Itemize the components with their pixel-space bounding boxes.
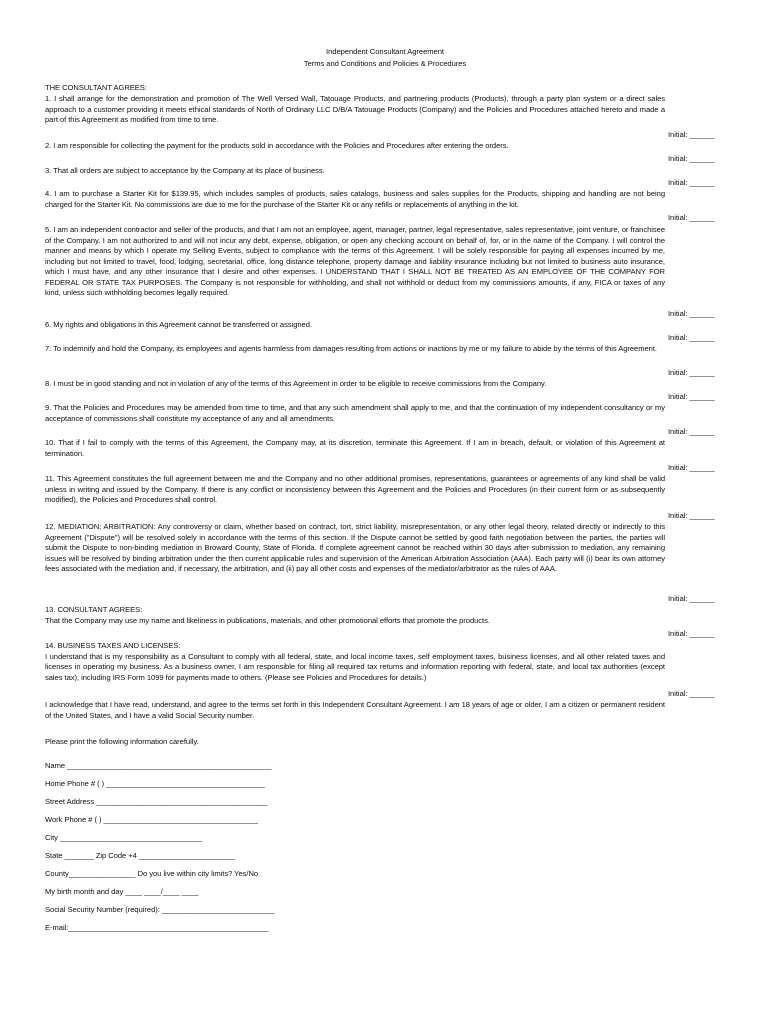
clause-7: 7. To indemnify and hold the Company, its employees and agents harmless from damages resulting from actions or inactions by me or my failure to abide by the terms of this Agreement. xyxy=(45,344,657,353)
initial-line-2[interactable]: Initial: ______ xyxy=(668,154,715,163)
initial-line-14[interactable]: Initial: ______ xyxy=(668,689,715,698)
clause-3: 3. That all orders are subject to acceptance by the Company at its place of business. xyxy=(45,166,325,175)
state-zip-field[interactable]: State _______ Zip Code +4 _______________________ xyxy=(45,851,235,860)
clause-8: 8. I must be in good standing and not in violation of any of the terms of this Agreement in order to be eligible to receive commissions from the Company. xyxy=(45,379,547,388)
section-heading: THE CONSULTANT AGREES: xyxy=(45,83,147,92)
initial-line-6[interactable]: Initial: ______ xyxy=(668,333,715,342)
initial-line-3[interactable]: Initial: ______ xyxy=(668,178,715,187)
street-address-field[interactable]: Street Address _________________________________________ xyxy=(45,797,268,806)
initial-line-9[interactable]: Initial: ______ xyxy=(668,427,715,436)
birth-date-field[interactable]: My birth month and day ____ ____/____ ____ xyxy=(45,887,199,896)
initial-line-11[interactable]: Initial: ______ xyxy=(668,511,715,520)
initial-line-8[interactable]: Initial: ______ xyxy=(668,392,715,401)
email-field[interactable]: E-mail:________________________________________________ xyxy=(45,923,269,932)
initial-line-1[interactable]: Initial: ______ xyxy=(668,130,715,139)
initial-line-4[interactable]: Initial: ______ xyxy=(668,213,715,222)
initial-line-7[interactable]: Initial: ______ xyxy=(668,368,715,377)
clause-1: 1. I shall arrange for the demonstration and promotion of The Well Versed Wall, Tatouage Products, and partnering products (Products), through a party plan system or a direct sales approach to a customer providing it meets ethical standards of North of Ordinary LLC D/B/A Tatouage Products (Company) and the Policies and Procedures attached hereto and made a part of this Agreement as modified from time to time. xyxy=(45,94,665,124)
clause-4: 4. I am to purchase a Starter Kit for $139.95, which includes samples of products, sales catalogs, business and sales supplies for the Products, shipping and handling are not being charged for the Starter Kit. No commissions are due to me for the purchase of the Starter Kit or any refills or replacements of anything in the kit. xyxy=(45,189,665,209)
initial-line-10[interactable]: Initial: ______ xyxy=(668,463,715,472)
home-phone-field[interactable]: Home Phone # ( ) ______________________________________ xyxy=(45,779,265,788)
initial-line-5[interactable]: Initial: ______ xyxy=(668,309,715,318)
clause-10: 10. That if I fail to comply with the terms of this Agreement, the Company may, at its discretion, terminate this Agreement. If I am in breach, default, or violation of this Agreement at termination. xyxy=(45,438,665,458)
initial-line-12[interactable]: Initial: ______ xyxy=(668,594,715,603)
clause-12: 12. MEDIATION; ARBITRATION: Any controversy or claim, whether based on contract, tort, strict liability, misrepresentation, or any other legal theory, related directly or indirectly to this Agreement ("Dispute") will be resolved solely in accordance with the terms of this section. If the Dispute cannot be settled by good faith negotiation between the parties, the parties will submit the Dispute to non-binding mediation in Broward County, State of Florida. If complete agreement cannot be reached within 30 days after submission to mediation, any remaining issues will be resolved by binding arbitration under the then current applicable rules and supervision of the American Arbitration Association (AAA). Each party will (i) bear its own attorney fees associated with the mediation and, if necessary, the arbitration, and (ii) pay all other costs and expenses of the mediator/arbitrator as the rules of AAA. xyxy=(45,522,665,573)
city-field[interactable]: City __________________________________ xyxy=(45,833,202,842)
clause-14: 14. BUSINESS TAXES AND LICENSES: I understand that is my responsibility as a Consultant to comply with all federal, state, and local income taxes, self employment taxes, business licenses, and all other related taxes and licenses in operating my business. As a business owner, I am responsible for filing all required tax returns and information reporting with federal, state, and local tax authorities (except sales tax), including IRS Form 1099 for payments made to others. (Please see Policies and Procedures for details.) xyxy=(45,641,665,682)
clause-11: 11. This Agreement constitutes the full agreement between me and the Company and no other additional promises, representations, guarantees or agreements of any kind shall be valid unless in writing and issued by the Company. If there is any conflict or inconsistency between this Agreement and the Policies and Procedures (in their current form or as subsequently modified), the Policies and Procedures shall control. xyxy=(45,474,665,504)
print-instruction: Please print the following information carefully. xyxy=(45,737,199,746)
clause-5: 5. I am an independent contractor and seller of the products, and that I am not an employee, agent, manager, partner, legal representative, sales representative, joint venture, or franchisee of the Company. I am not authorized to and will not incur any debt, expense, obligation, or open any checking account on behalf of, for, or in the name of the Company. I will control the manner and means by which I operate my Selling Events, subject to compliance with the terms of this Agreement. I will be solely responsible for paying all expenses incurred by me, including but not limited to travel, food, lodging, secretarial, office, long distance telephone, property damage and liability insurance including but not limited to business auto insurance, which I must have, and any other insurance that I desire and other expenses. I UNDERSTAND THAT I SHALL NOT BE TREATED AS AN EMPLOYEE OF THE COMPANY FOR FEDERAL OR STATE TAX PURPOSES. The Company is not responsible for withholding, and shall not withhold or deduct from my commissions amounts, if any, FICA or taxes of any kind, unless such withholding becomes legally required. xyxy=(45,225,665,297)
name-field[interactable]: Name _________________________________________________ xyxy=(45,761,272,770)
clause-13: 13. CONSULTANT AGREES: That the Company may use my name and likeliness in publications, materials, and other promotional efforts that promote the products. xyxy=(45,605,490,625)
ssn-field[interactable]: Social Security Number (required): ___________________________ xyxy=(45,905,275,914)
initial-line-13[interactable]: Initial: ______ xyxy=(668,629,715,638)
county-field[interactable]: County________________ Do you live within city limits? Yes/No xyxy=(45,869,259,878)
document-title: Independent Consultant Agreement xyxy=(326,47,444,56)
acknowledgment: I acknowledge that I have read, understand, and agree to the terms set forth in this Independent Consultant Agreement. I am 18 years of age or older, I am a citizen or permanent resident of the United States, and I have a valid Social Security number. xyxy=(45,700,665,720)
document-subtitle: Terms and Conditions and Policies & Procedures xyxy=(303,59,467,68)
work-phone-field[interactable]: Work Phone # ( ) _____________________________________ xyxy=(45,815,258,824)
clause-6: 6. My rights and obligations in this Agreement cannot be transferred or assigned. xyxy=(45,320,312,329)
clause-2: 2. I am responsible for collecting the payment for the products sold in accordance with the Policies and Procedures after entering the orders. xyxy=(45,141,509,150)
clause-9: 9. That the Policies and Procedures may be amended from time to time, and that any such amendment shall apply to me, and that the continuation of my independent consultancy or my acceptance of commissions shall constitute my acceptance of any and all amendments. xyxy=(45,403,665,423)
